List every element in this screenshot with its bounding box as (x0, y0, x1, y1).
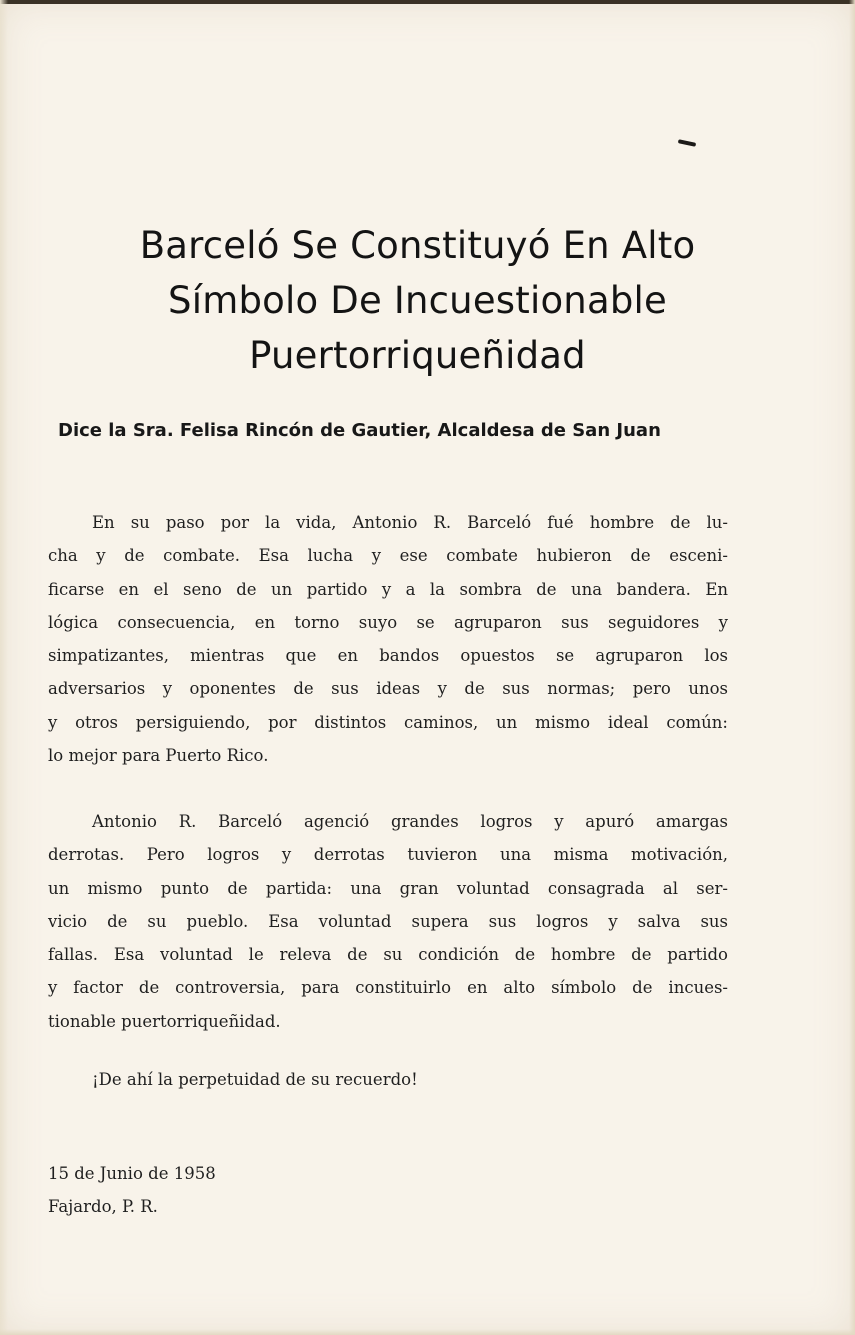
paragraph-1 (48, 506, 728, 772)
text-line: ficarse en el seno de un partido y a la sombra de una bandera. En (48, 579, 728, 599)
text-line: y otros persiguiendo, por distintos caminos, un mismo ideal común: (48, 712, 728, 732)
text-line: fallas. Esa voluntad le releva de su condición de hombre de partido (48, 945, 728, 965)
page-bottom-edge (0, 1329, 855, 1335)
text-line: derrotas. Pero logros y derrotas tuvieron una misma motivación, (48, 845, 728, 865)
ink-mark (678, 139, 696, 147)
title-line: Barceló Se Constituyó En Alto (139, 224, 696, 267)
text-line: Antonio R. Barceló agenció grandes logros y apuró amargas (92, 812, 728, 831)
text-line: cha y de combate. Esa lucha y ese combate hubieron de esceni- (48, 546, 728, 566)
text-line: lo mejor para Puerto Rico. (48, 746, 269, 766)
title-line: Símbolo De Incuestionable (168, 279, 667, 322)
page-left-edge (0, 0, 8, 1335)
text-line: vicio de su pueblo. Esa voluntad supera sus logros y salva sus (48, 911, 728, 931)
document-date: 15 de Junio de 1958 (48, 1164, 216, 1183)
text-line: tionable puertorriqueñidad. (48, 1011, 281, 1031)
document-place: Fajardo, P. R. (48, 1197, 158, 1216)
page-top-edge (0, 0, 855, 4)
text-line: y factor de controversia, para constituirlo en alto símbolo de incues- (48, 978, 728, 998)
paragraph-2 (48, 805, 728, 1038)
document-subtitle: Dice la Sra. Felisa Rincón de Gautier, Alcaldesa de San Juan (58, 420, 661, 441)
text-line: En su paso por la vida, Antonio R. Barceló fué hombre de lu- (92, 513, 728, 532)
text-line: simpatizantes, mientras que en bandos opuestos se agruparon los (48, 646, 728, 666)
text-line: adversarios y oponentes de sus ideas y de sus normas; pero unos (48, 679, 728, 699)
text-line: lógica consecuencia, en torno suyo se agruparon sus seguidores y (48, 612, 728, 632)
text-line: un mismo punto de partida: una gran voluntad consagrada al ser- (48, 878, 728, 898)
document-title (40, 218, 795, 383)
paragraph-3: ¡De ahí la perpetuidad de su recuerdo! (92, 1070, 418, 1089)
title-line: Puertorriqueñidad (249, 334, 586, 377)
page-right-edge (849, 0, 855, 1335)
